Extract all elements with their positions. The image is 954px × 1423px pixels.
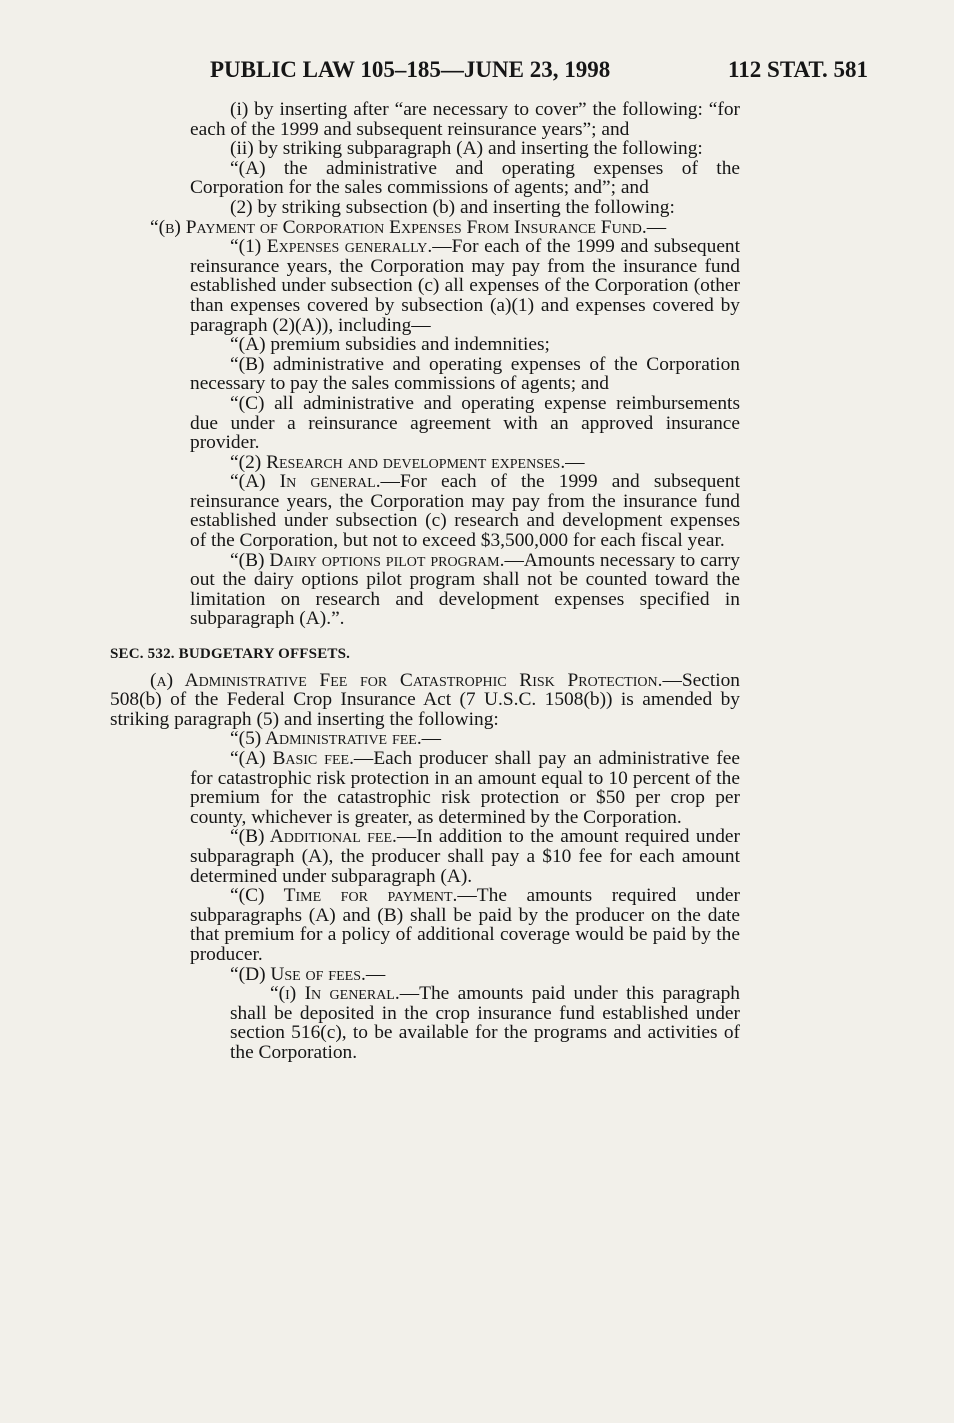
header-title: PUBLIC LAW 105–185—JUNE 23, 1998 — [210, 57, 611, 82]
clause-2-striking: (2) by striking subsection (b) and inserting the following: — [230, 196, 675, 218]
clause-a-admin: “(A) the administrative and operating expenses of the Corporation for the sales commissions of agents; and”; and — [190, 157, 740, 199]
subparagraph-c-reimbursements: “(C) all administrative and operating expense reimbursements due under a reinsurance agreement with an approved insurance provider. — [190, 392, 740, 454]
subparagraph-b-admin: “(B) administrative and operating expenses of the Corporation necessary to pay the sales commissions of agents; and — [190, 353, 740, 395]
subparagraph-c-time: “(C) Time for payment.—The amounts required under subparagraphs (A) and (B) shall be paid by the producer on the date that premium for a policy of additional coverage would be paid by the producer. — [190, 885, 740, 965]
paragraph-5-admin-fee: “(5) Administrative fee.— — [230, 728, 442, 750]
paragraph-2-research-heading: “(2) Research and development expenses.— — [230, 451, 585, 473]
paragraph-1-expenses: “(1) Expenses generally.—For each of the 1999 and subsequent reinsurance years, the Corporation may pay from the insurance fund established under subsection (c) all expenses of the Corporation (other than expenses covered by subsection (a)(1) and expenses covered by paragraph (2)(A)), including— — [190, 236, 741, 336]
subsection-a-fee: (a) Administrative Fee for Catastrophic Risk Protection.—Section 508(b) of the Federal Crop Insurance Act (7 U.S.C. 1508(b)) is amended by striking paragraph (5) and inserting the following: — [110, 669, 740, 730]
subsection-b-heading: “(b) Payment of Corporation Expenses From Insurance Fund.— — [150, 216, 667, 238]
subparagraph-a-premium: “(A) premium subsidies and indemnities; — [230, 334, 550, 356]
section-532-heading: SEC. 532. BUDGETARY OFFSETS. — [110, 646, 351, 663]
clause-i: (i) by inserting after “are necessary to cover” the following: “for each of the 1999 and subsequent reinsurance years”; and — [190, 99, 740, 140]
clause-i-in-general: “(i) In general.—The amounts paid under this paragraph shall be deposited in the crop insurance fund established under section 516(c), to be available for the programs and activities of the Corporation. — [230, 983, 740, 1063]
document-body — [110, 100, 740, 1063]
header-page-number: 112 STAT. 581 — [728, 57, 868, 82]
subparagraph-a-in-general: “(A) In general.—For each of the 1999 and subsequent reinsurance years, the Corporation may pay from the insurance fund established under subsection (c) research and development expenses of the Corporation, but not to exceed $3,500,000 for each fiscal year. — [190, 471, 740, 552]
subparagraph-b-additional-fee: “(B) Additional fee.—In addition to the amount required under subparagraph (A), the producer shall pay a $10 fee for each amount determined under subparagraph (A). — [190, 826, 740, 887]
clause-ii: (ii) by striking subparagraph (A) and inserting the following: — [230, 138, 703, 160]
subparagraph-d-use: “(D) Use of fees.— — [230, 963, 386, 985]
subparagraph-a-basic-fee: “(A) Basic fee.—Each producer shall pay an administrative fee for catastrophic risk protection in an amount equal to 10 percent of the premium for the catastrophic risk protection or $50 per crop per county, whichever is greater, as determined by the Corporation. — [190, 748, 740, 828]
subparagraph-b-dairy: “(B) Dairy options pilot program.—Amounts necessary to carry out the dairy options pilot program shall not be counted toward the limitation on research and development expenses specified in subparagraph (A).”. — [190, 549, 741, 630]
